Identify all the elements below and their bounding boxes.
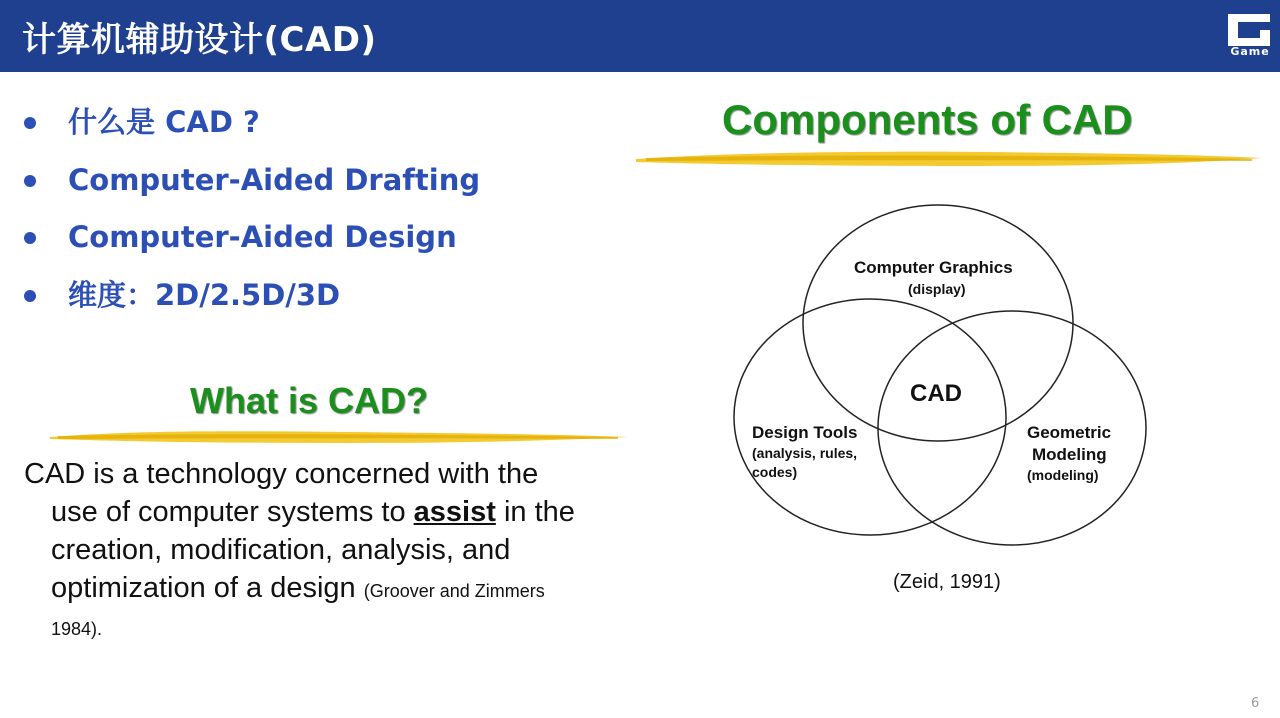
venn-label-cad: CAD [910, 380, 962, 407]
bullet-text: 维度：2D/2.5D/3D [68, 277, 341, 312]
definition-line [24, 569, 624, 610]
definition-text: use of computer systems to [51, 496, 414, 528]
brush-stroke-underline [48, 424, 630, 448]
bullet-text: Computer-Aided Design [68, 220, 457, 254]
bullet-dot-icon [24, 175, 36, 187]
bullet-dot-icon [24, 290, 36, 302]
brush-stroke-underline [634, 144, 1264, 172]
venn-label-computer-graphics: Computer Graphics [854, 258, 1013, 277]
venn-sublabel-analysis: (analysis, rules, [752, 445, 858, 461]
venn-sublabel-modeling: (modeling) [1027, 467, 1099, 483]
header-bar [0, 0, 1280, 72]
bullet-list [20, 100, 620, 330]
bullet-text: 什么是 CAD ? [68, 105, 260, 139]
bullet-text: Computer-Aided Drafting [68, 162, 481, 197]
bullet-item [20, 158, 620, 216]
venn-label-modeling: Modeling [1032, 445, 1107, 464]
venn-sublabel-codes: codes) [752, 464, 798, 480]
what-is-cad-heading: What is CAD? [190, 380, 428, 421]
cad-definition [24, 455, 624, 648]
emphasized-word: assist [413, 496, 496, 528]
logo-text: Game [1230, 45, 1270, 58]
bullet-item [20, 215, 620, 273]
venn-label-geometric: Geometric [1027, 423, 1112, 442]
definition-line: creation, modification, analysis, and [51, 534, 511, 566]
bullet-item [20, 100, 620, 158]
venn-circle-design-tools [734, 299, 1006, 535]
page-number: 6 [1251, 696, 1260, 711]
slide-title: 计算机辅助设计(CAD) [22, 20, 377, 60]
venn-citation: (Zeid, 1991) [893, 571, 1001, 593]
components-heading: Components of CAD [722, 96, 1133, 143]
bullet-item [20, 273, 620, 331]
citation: (Groover and Zimmers [363, 581, 545, 601]
definition-text: optimization of a design [51, 572, 364, 604]
definition-text: in the [495, 496, 575, 528]
definition-line: CAD is a technology concerned with the [24, 458, 539, 490]
citation: 1984). [51, 619, 103, 639]
bullet-dot-icon [24, 117, 36, 129]
definition-line [24, 493, 624, 531]
venn-sublabel-display: (display) [908, 281, 966, 297]
bullet-dot-icon [24, 232, 36, 244]
venn-label-design-tools: Design Tools [752, 423, 858, 442]
